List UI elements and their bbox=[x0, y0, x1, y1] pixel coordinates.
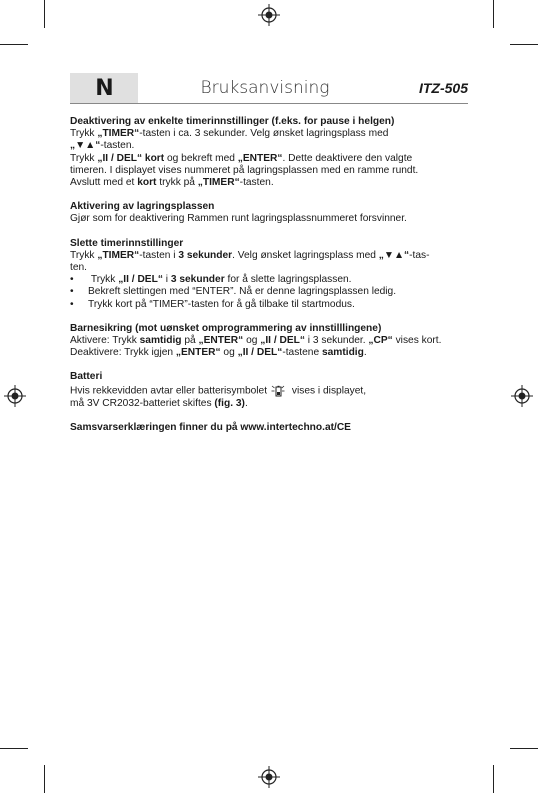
manual-content bbox=[70, 116, 470, 434]
paragraph-line: „▼▲“-tasten. bbox=[70, 140, 135, 152]
list-item: • Trykk „II / DEL“ i 3 sekunder for å slette lagringsplassen. bbox=[70, 274, 352, 286]
model-number: ITZ-505 bbox=[418, 80, 468, 96]
paragraph-line: ten. bbox=[70, 262, 87, 274]
list-item: • Bekreft slettingen med “ENTER”. Nå er denne lagringsplassen ledig. bbox=[70, 286, 397, 298]
paragraph-line: Trykk „TIMER“-tasten i ca. 3 sekunder. Velg ønsket lagringsplass med bbox=[70, 128, 389, 140]
crop-mark bbox=[0, 44, 28, 45]
registration-mark-icon bbox=[258, 4, 280, 26]
paragraph-line: Gjør som for deaktivering Rammen runt lagringsplassnummeret forsvinner. bbox=[70, 213, 407, 225]
paragraph-line: Trykk „II / DEL“ kort og bekreft med „ENTER“. Dette deaktivere den valgte bbox=[70, 152, 413, 164]
paragraph-line: Trykk „TIMER“-tasten i 3 sekunder. Velg ønsket lagringsplass med „▼▲“-tas- bbox=[70, 249, 430, 261]
section-heading: Slette timerinnstillinger bbox=[70, 237, 184, 249]
crop-mark bbox=[493, 0, 494, 28]
registration-mark-icon bbox=[258, 766, 280, 788]
paragraph-line: timeren. I displayet vises nummeret på lagringsplassen med en ramme rundt. bbox=[70, 164, 419, 176]
section-heading: Batteri bbox=[70, 371, 103, 383]
section-heading: Aktivering av lagringsplassen bbox=[70, 201, 215, 213]
section-heading: Barnesikring (mot uønsket omprogrammering av innstilllingene) bbox=[70, 322, 382, 334]
battery-icon bbox=[271, 384, 285, 398]
page-header bbox=[70, 73, 468, 103]
registration-mark-icon bbox=[4, 385, 26, 407]
registration-mark-icon bbox=[511, 385, 533, 407]
language-badge: N bbox=[70, 73, 138, 103]
paragraph-line: må 3V CR2032-batteriet skiftes (fig. 3). bbox=[70, 397, 248, 409]
declaration-link-text: Samsvarserklæringen finner du på www.intertechno.at/CE bbox=[70, 421, 351, 433]
section-heading: Deaktivering av enkelte timerinnstillinger (f.eks. for pause i helgen) bbox=[70, 116, 395, 127]
header-rule bbox=[70, 103, 468, 104]
paragraph-line: Avslutt med et kort trykk på „TIMER“-tasten. bbox=[70, 177, 274, 189]
crop-mark bbox=[0, 748, 28, 749]
paragraph-line: Hvis rekkevidden avtar eller batterisymbolet vises i displayet, bbox=[70, 385, 367, 397]
crop-mark bbox=[510, 748, 538, 749]
crop-mark bbox=[510, 44, 538, 45]
list-item: • Trykk kort på “TIMER”-tasten for å gå tilbake til startmodus. bbox=[70, 298, 355, 310]
paragraph-line: Aktivere: Trykk samtidig på „ENTER“ og „II / DEL“ i 3 sekunder. „CP“ vises kort. bbox=[70, 335, 442, 347]
crop-mark bbox=[44, 0, 45, 28]
crop-mark bbox=[44, 765, 45, 793]
crop-mark bbox=[493, 765, 494, 793]
paragraph-line: Deaktivere: Trykk igjen „ENTER“ og „II / DEL“-tastene samtidig. bbox=[70, 347, 367, 359]
document-title: Bruksanvisning bbox=[200, 78, 330, 98]
